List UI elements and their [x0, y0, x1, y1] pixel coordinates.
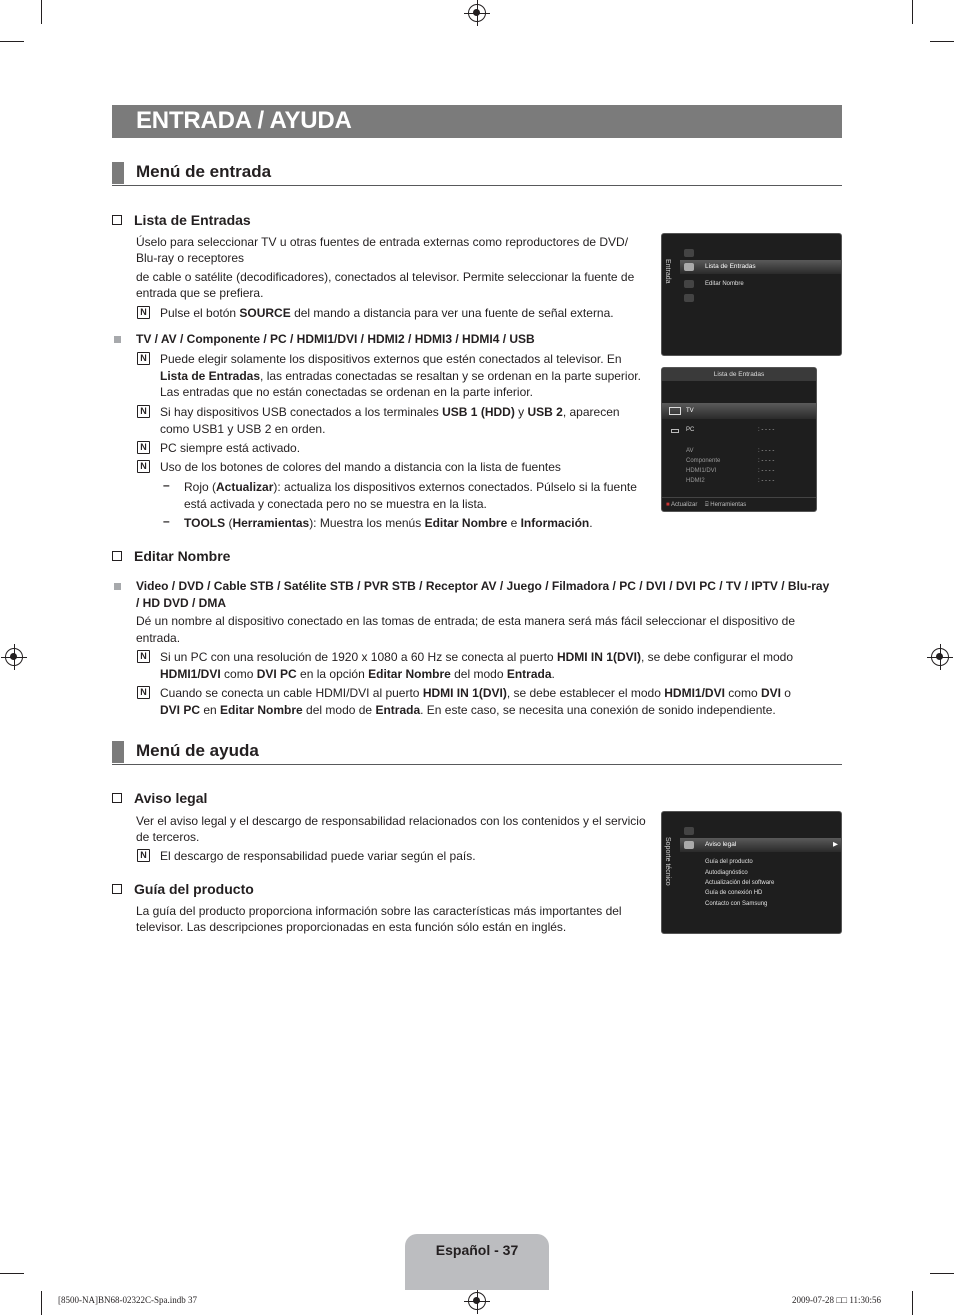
device-list: / HD DVD / DMA: [136, 596, 226, 610]
dash-text: está activada y conectada pero no se muestra en la lista.: [184, 497, 487, 511]
osd-row: AV: [686, 448, 694, 454]
note-text: PC siempre está activado.: [160, 441, 301, 455]
dash-text: TOOLS (Herramientas): Muestra los menús Editar Nombre e Información.: [184, 516, 593, 530]
note-text: DVI PC en Editar Nombre del modo de Entrada. En este caso, se necesita una conexión de sonido independiente.: [160, 703, 776, 717]
subheading-aviso: Aviso legal: [112, 790, 207, 806]
section-title: Menú de entrada: [136, 162, 272, 181]
subheading-guia: Guía del producto: [112, 881, 254, 897]
osd-footer: ■ Actualizar ⌸ Herramientas: [662, 497, 816, 511]
osd-row: TV: [686, 408, 694, 414]
screenshot-support-menu: [661, 811, 842, 934]
inputs-list: TV / AV / Componente / PC / HDMI1/DVI / HDMI2 / HDMI3 / HDMI4 / USB: [136, 332, 535, 346]
osd-item: Lista de Entradas: [705, 263, 756, 270]
crop-mark: [930, 1273, 954, 1274]
note-text: Cuando se conecta un cable HDMI/DVI al puerto HDMI IN 1(DVI), se debe establecer el modo HDMI1/DVI como DVI o: [160, 686, 791, 700]
square-bullet-icon: [114, 583, 121, 590]
screenshot-source-list: [661, 367, 817, 512]
pc-icon: [671, 429, 679, 433]
osd-side-label: Soporte técnico: [664, 837, 671, 886]
paragraph: entrada que se prefiera.: [136, 286, 264, 300]
sound-icon: [684, 294, 694, 302]
input-icon: [684, 263, 694, 271]
crop-mark: [0, 41, 24, 42]
checkbox-bullet-icon: [112, 793, 122, 803]
section-marker: [112, 162, 124, 184]
note-text: como USB1 y USB 2 en orden.: [160, 422, 326, 436]
crop-mark: [930, 41, 954, 42]
osd-row: HDMI2: [686, 478, 705, 484]
dash-text: Rojo (Actualizar): actualiza los dispositivos externos conectados. Púlselo si la fuente: [184, 480, 637, 494]
osd-row: HDMI1/DVI: [686, 468, 717, 474]
osd-item: Contacto con Samsung: [705, 901, 768, 907]
page-title: ENTRADA / AYUDA: [136, 107, 352, 134]
subheading-lista: Lista de Entradas: [112, 212, 251, 228]
crop-mark: [41, 0, 42, 24]
page-number-tab: [405, 1234, 549, 1290]
help-icon: [684, 841, 694, 849]
osd-item: Editar Nombre: [705, 281, 744, 287]
dash-bullet: –: [163, 478, 170, 492]
section-title: Menú de ayuda: [136, 741, 259, 760]
section-header-entrada: [112, 162, 842, 186]
osd-item: Guía del producto: [705, 859, 753, 865]
note-text: Pulse el botón SOURCE del mando a distancia para ver una fuente de señal externa.: [160, 306, 614, 320]
note-icon: N: [137, 849, 150, 862]
paragraph: Dé un nombre al dispositivo conectado en las tomas de entrada; de esta manera será más fácil seleccionar el dispositivo de: [136, 614, 796, 628]
help-icon: [684, 280, 694, 288]
checkbox-bullet-icon: [112, 215, 122, 225]
crop-mark: [912, 1291, 913, 1315]
note-text: Las entradas que no están conectadas se ordenan en la parte inferior.: [160, 385, 533, 399]
paragraph: Úselo para seleccionar TV u otras fuentes de entrada externas como reproductores de DVD/: [136, 235, 629, 249]
print-date: 2009-07-28 □□ 11:30:56: [792, 1295, 882, 1305]
section-marker: [112, 741, 124, 763]
osd-item: Aviso legal: [705, 841, 737, 848]
device-list: Video / DVD / Cable STB / Satélite STB / PVR STB / Receptor AV / Juego / Filmadora / PC / DVI / DVI PC / TV / IPTV / Blu-ray: [136, 579, 830, 593]
paragraph: de terceros.: [136, 830, 200, 844]
note-icon: N: [137, 686, 150, 699]
settings-icon: [684, 249, 694, 257]
checkbox-bullet-icon: [112, 884, 122, 894]
note-icon: N: [137, 460, 150, 473]
input-icon: [684, 827, 694, 835]
paragraph: televisor. Las descripciones proporcionadas en esta función sólo están en inglés.: [136, 920, 567, 934]
registration-mark-icon: [5, 648, 23, 666]
tools-icon: ⌸: [704, 502, 709, 508]
osd-row-value: : - - - -: [758, 468, 775, 474]
note-text: El descargo de responsabilidad puede variar según el país.: [160, 849, 476, 863]
crop-mark: [41, 1291, 42, 1315]
note-icon: N: [137, 306, 150, 319]
note-icon: N: [137, 352, 150, 365]
page-title-bar: [112, 105, 842, 138]
note-icon: N: [137, 405, 150, 418]
osd-item: Guía de conexión HD: [705, 890, 763, 896]
subheading-editar: Editar Nombre: [112, 548, 230, 564]
paragraph: Ver el aviso legal y el descargo de responsabilidad relacionados con los contenidos y el servicio: [136, 814, 646, 828]
page-number: Español - 37: [435, 1242, 519, 1258]
osd-row-value: : - - - -: [758, 448, 775, 454]
registration-mark-icon: [468, 1292, 486, 1310]
note-text: Si un PC con una resolución de 1920 x 1080 a 60 Hz se conecta al puerto HDMI IN 1(DVI), se debe configurar el modo: [160, 650, 794, 664]
note-icon: N: [137, 441, 150, 454]
tv-icon: [669, 407, 681, 415]
paragraph: Blu-ray o receptores: [136, 251, 245, 265]
note-text: Si hay dispositivos USB conectados a los terminales USB 1 (HDD) y USB 2, aparecen: [160, 405, 620, 419]
dash-bullet: –: [163, 514, 170, 528]
osd-row-value: : - - - -: [758, 478, 775, 484]
square-bullet-icon: [114, 336, 121, 343]
paragraph: de cable o satélite (decodificadores), conectados al televisor. Permite seleccionar la fuente de: [136, 270, 635, 284]
screenshot-input-menu: [661, 233, 842, 356]
osd-side-label: Entrada: [664, 259, 671, 284]
red-button-icon: ■: [666, 502, 670, 508]
registration-mark-icon: [468, 4, 486, 22]
osd-row-value: : - - - -: [758, 427, 775, 433]
registration-mark-icon: [931, 648, 949, 666]
note-text: Uso de los botones de colores del mando a distancia con la lista de fuentes: [160, 460, 561, 474]
osd-row-value: : - - - -: [758, 458, 775, 464]
note-icon: N: [137, 650, 150, 663]
osd-header: Lista de Entradas: [662, 368, 816, 381]
note-text: Puede elegir solamente los dispositivos externos que estén conectados al televisor. En: [160, 352, 622, 366]
file-info: [8500-NA]BN68-02322C-Spa.indb 37: [58, 1295, 197, 1305]
paragraph: La guía del producto proporciona información sobre las características más importantes del: [136, 904, 622, 918]
note-text: Lista de Entradas, las entradas conectadas se resaltan y se ordenan en la parte superior.: [160, 369, 641, 383]
section-header-ayuda: [112, 741, 842, 765]
osd-item: Actualización del software: [705, 880, 775, 886]
note-text: HDMI1/DVI como DVI PC en la opción Editar Nombre del modo Entrada.: [160, 667, 555, 681]
crop-mark: [912, 0, 913, 24]
checkbox-bullet-icon: [112, 551, 122, 561]
paragraph: entrada.: [136, 631, 181, 645]
crop-mark: [0, 1273, 24, 1274]
osd-row: PC: [686, 427, 695, 433]
osd-item: Autodiagnóstico: [705, 870, 748, 876]
osd-row: Componente: [686, 458, 721, 464]
arrow-right-icon: ▶: [833, 841, 838, 848]
